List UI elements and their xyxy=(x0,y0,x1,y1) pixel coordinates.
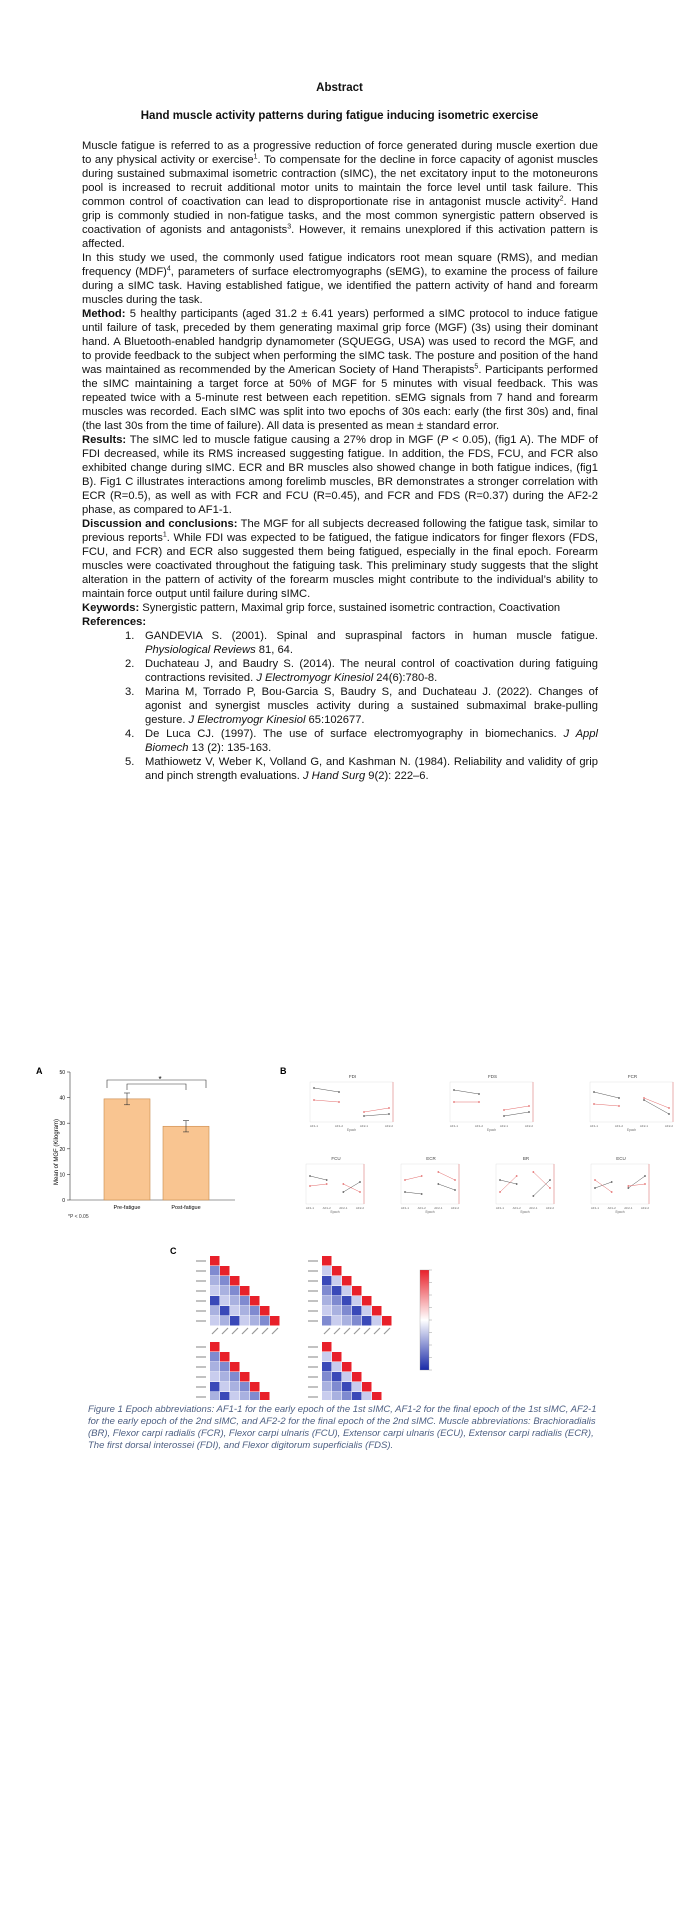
heatmap-cell xyxy=(382,1316,392,1326)
correlation-heatmap xyxy=(196,1342,280,1400)
epoch-tick-label: AF1-1 xyxy=(495,1206,505,1210)
heatmap-cell xyxy=(240,1372,250,1382)
rms-line-point xyxy=(503,1115,505,1117)
line-panel-br xyxy=(496,1156,555,1214)
epoch-tick-label: AF2-2 xyxy=(545,1206,555,1210)
rms-line-point xyxy=(668,1113,670,1115)
rms-line xyxy=(533,1180,550,1196)
heatmap-cell xyxy=(230,1286,240,1296)
rms-line-point xyxy=(611,1181,613,1183)
heatmap-cell xyxy=(332,1316,342,1326)
epoch-tick-label: AF2-1 xyxy=(499,1124,509,1128)
mdf-line-point xyxy=(532,1171,534,1173)
rms-line xyxy=(628,1176,645,1188)
plot-frame xyxy=(310,1082,393,1122)
heatmap-cell xyxy=(230,1316,240,1326)
rms-line-point xyxy=(453,1089,455,1091)
epoch-tick-label: AF1-2 xyxy=(614,1124,624,1128)
mdf-line-point xyxy=(338,1101,340,1103)
rms-line xyxy=(644,1100,669,1114)
heatmap-cell xyxy=(322,1382,332,1392)
heatmap-cell xyxy=(250,1296,260,1306)
rms-line-point xyxy=(437,1183,439,1185)
col-label-mark xyxy=(334,1328,340,1334)
mdf-line xyxy=(533,1172,550,1188)
heatmap-cell xyxy=(332,1276,342,1286)
panel-b-line-grid xyxy=(306,1074,674,1214)
epoch-tick-label: AF2-2 xyxy=(355,1206,365,1210)
correlation-heatmap xyxy=(196,1256,280,1334)
mdf-line-point xyxy=(528,1105,530,1107)
rms-line-point xyxy=(342,1191,344,1193)
mdf-line-point xyxy=(404,1179,406,1181)
panel-title: FDS xyxy=(488,1074,497,1079)
plot-frame xyxy=(496,1164,554,1204)
mdf-line-point xyxy=(313,1099,315,1101)
heatmap-cell xyxy=(230,1306,240,1316)
heatmap-cell xyxy=(332,1306,342,1316)
heatmap-cell xyxy=(342,1362,352,1372)
mdf-line xyxy=(438,1172,455,1180)
epoch-tick-label: AF1-2 xyxy=(322,1206,331,1210)
plot-frame xyxy=(590,1082,673,1122)
epoch-tick-label: AF1-2 xyxy=(334,1124,344,1128)
mdf-line-point xyxy=(499,1191,501,1193)
heatmap-cell xyxy=(352,1306,362,1316)
reference-item: 4. De Luca CJ. (1997). The use of surface electromyography in biomechanics. J Appl Biomech 13 (2): 135-163. xyxy=(125,728,598,754)
epoch-tick-label: AF1-2 xyxy=(607,1206,616,1210)
mdf-line-point xyxy=(437,1171,439,1173)
heatmap-cell xyxy=(372,1306,382,1316)
epoch-tick-label: AF1-1 xyxy=(590,1206,600,1210)
reference-item: 3. Marina M, Torrado P, Bou-Garcia S, Baudry S, and Duchateau J. (2022). Changes of agonist and synergist muscles activity during a sustained submaximal brake-pulling gesture. J Electromyogr Kinesiol 65:102677. xyxy=(125,686,598,726)
mdf-line-point xyxy=(593,1103,595,1105)
heatmap-cell xyxy=(342,1382,352,1392)
col-label-mark xyxy=(324,1328,330,1334)
rms-line xyxy=(364,1114,389,1116)
heatmap-cell xyxy=(322,1342,332,1352)
mdf-line-point xyxy=(516,1175,518,1177)
heatmap-cell xyxy=(352,1296,362,1306)
heatmap-cell xyxy=(220,1392,230,1400)
rms-line-point xyxy=(338,1091,340,1093)
heatmap-cell xyxy=(332,1392,342,1400)
col-label-mark xyxy=(374,1328,380,1334)
paper-title: Hand muscle activity patterns during fatigue inducing isometric exercise xyxy=(140,110,539,122)
y-tick-label: 40 xyxy=(59,1095,65,1102)
heatmap-cell xyxy=(250,1392,260,1400)
reference-item: 5. Mathiowetz V, Weber K, Volland G, and Kashman N. (1984). Reliability and validity of grip and pinch strength evaluations. J Hand Surg 9(2): 222–6. xyxy=(125,756,598,782)
rms-line xyxy=(500,1180,517,1184)
mdf-line xyxy=(343,1184,360,1192)
correlation-heatmap xyxy=(308,1256,392,1334)
heatmap-cell xyxy=(220,1296,230,1306)
heatmap-cell xyxy=(342,1276,352,1286)
heatmap-cell xyxy=(270,1316,280,1326)
rms-line-point xyxy=(516,1183,518,1185)
category-label: Post-fatigue xyxy=(171,1205,201,1211)
heatmap-cell xyxy=(322,1256,332,1266)
rms-line-point xyxy=(478,1093,480,1095)
rms-line xyxy=(310,1176,327,1180)
line-panel-fdi xyxy=(310,1074,394,1132)
figure-caption: Figure 1 Epoch abbreviations: AF1-1 for the early epoch of the 1st sIMC, AF1-2 for the final epoch of the 1st sIMC, AF2-1 for the early epoch of the 2nd sIMC, and AF2-2 for the final epoch of the 2nd sIMC. Muscle abbreviations: Brachioradialis (BR), Flexor carpi radialis (FCR), Flexor carpi ulnaris (FCU), Extensor carpi ulnaris (ECU), Extensor carpi radialis (ECR), The first dorsal interossei (FDI), and Flexor digitorum superficialis (FDS). xyxy=(88,1404,597,1451)
mdf-line-point xyxy=(644,1183,646,1185)
heatmap-cell xyxy=(352,1316,362,1326)
heatmap-cell xyxy=(240,1316,250,1326)
mdf-line-point xyxy=(618,1105,620,1107)
rms-line-point xyxy=(499,1179,501,1181)
heatmap-cell xyxy=(210,1256,220,1266)
mdf-line xyxy=(405,1176,422,1180)
rms-line-point xyxy=(363,1115,365,1117)
heatmap-cell xyxy=(210,1372,220,1382)
mdf-line xyxy=(644,1098,669,1108)
heatmap-cell xyxy=(362,1392,372,1400)
rms-line-point xyxy=(627,1187,629,1189)
mdf-line-point xyxy=(668,1107,670,1109)
mdf-line xyxy=(595,1180,612,1192)
heatmap-cell xyxy=(210,1286,220,1296)
col-label-mark xyxy=(242,1328,248,1334)
heatmap-cell xyxy=(210,1342,220,1352)
heatmap-cell xyxy=(372,1316,382,1326)
heatmap-cell xyxy=(220,1306,230,1316)
y-axis-label: Mean of MGF (Kilogram) xyxy=(54,1118,60,1186)
plot-frame xyxy=(306,1164,364,1204)
rms-line-point xyxy=(643,1099,645,1101)
heatmap-cell xyxy=(210,1296,220,1306)
heatmap-cell xyxy=(220,1362,230,1372)
results-paragraph: Results: The sIMC led to muscle fatigue causing a 27% drop in MGF (P < 0.05), (fig1 A). The MDF of FDI decreased, while its RMS increased suggesting fatigue. In addition, the FDS, FCU, and FCR also exhibited change during sIMC. ECR and BR muscles also showed change in both fatigue indices, (fig1 B). Fig1 C illustrates interactions among forelimb muscles, BR demonstrates a stronger correlation with ECR (R=0.5), as well as with FCR and FCU (R=0.45), and FCR and FDS (R=0.37) during the AF2-2 phase, as compared to AF1-1. xyxy=(82,434,598,516)
col-label-mark xyxy=(364,1328,370,1334)
line-panel-ecu xyxy=(591,1156,650,1214)
heatmap-cell xyxy=(322,1266,332,1276)
heatmap-cell xyxy=(250,1316,260,1326)
mdf-line xyxy=(314,1100,339,1102)
heatmap-cell xyxy=(220,1316,230,1326)
x-axis-label: Epoch xyxy=(486,1128,497,1132)
mgf-bar-chart xyxy=(54,1070,235,1220)
heatmap-cell xyxy=(372,1392,382,1400)
panel-title: BR xyxy=(522,1156,530,1161)
mdf-line xyxy=(628,1184,645,1186)
heatmap-cell xyxy=(250,1306,260,1316)
heatmap-cell xyxy=(240,1286,250,1296)
heatmap-cell xyxy=(342,1296,352,1306)
mdf-line xyxy=(594,1104,619,1106)
rms-line xyxy=(438,1184,455,1190)
mdf-line-point xyxy=(342,1183,344,1185)
panel-c-heatmaps xyxy=(196,1256,432,1400)
heatmap-cell xyxy=(332,1382,342,1392)
heatmap-cell xyxy=(352,1372,362,1382)
rms-line xyxy=(454,1090,479,1094)
rms-line-point xyxy=(454,1189,456,1191)
heatmap-cell xyxy=(322,1296,332,1306)
references-heading: References: xyxy=(82,616,147,628)
mdf-line-point xyxy=(453,1101,455,1103)
heatmap-cell xyxy=(230,1362,240,1372)
rms-line-point xyxy=(528,1111,530,1113)
epoch-tick-label: AF2-1 xyxy=(639,1124,649,1128)
y-tick-label: 30 xyxy=(59,1121,65,1128)
abstract-body xyxy=(82,139,598,783)
x-axis-label: Epoch xyxy=(626,1128,637,1132)
col-label-mark xyxy=(262,1328,268,1334)
rms-line-point xyxy=(549,1179,551,1181)
panel-b-label: B xyxy=(280,1066,287,1076)
colorbar xyxy=(420,1270,429,1370)
epoch-tick-label: AF1-2 xyxy=(474,1124,484,1128)
rms-line-point xyxy=(404,1191,406,1193)
keywords-paragraph: Keywords: Synergistic pattern, Maximal grip force, sustained isometric contraction, Coactivation xyxy=(82,602,561,614)
panel-title: FDI xyxy=(348,1074,357,1079)
heatmap-cell xyxy=(210,1392,220,1400)
rms-line-point xyxy=(326,1179,328,1181)
heatmap-cell xyxy=(332,1296,342,1306)
heatmap-cell xyxy=(322,1352,332,1362)
reference-item: 2. Duchateau J, and Baudry S. (2014). The neural control of coactivation during fatiguing contractions revisited. J Electromyogr Kinesiol 24(6):780-8. xyxy=(125,658,598,684)
col-label-mark xyxy=(212,1328,218,1334)
significance-star: * xyxy=(158,1075,162,1084)
heatmap-cell xyxy=(220,1266,230,1276)
mdf-line-point xyxy=(478,1101,480,1103)
panel-title: ECU xyxy=(616,1156,626,1161)
mdf-line-point xyxy=(363,1111,365,1113)
mdf-line-point xyxy=(359,1191,361,1193)
mdf-line-point xyxy=(454,1179,456,1181)
heatmap-cell xyxy=(342,1372,352,1382)
panel-c-label: C xyxy=(170,1246,177,1256)
heatmap-cell xyxy=(230,1382,240,1392)
heatmap-cell xyxy=(240,1392,250,1400)
heatmap-cell xyxy=(342,1316,352,1326)
heatmap-cell xyxy=(210,1276,220,1286)
rms-line-point xyxy=(644,1175,646,1177)
col-label-mark xyxy=(344,1328,350,1334)
x-axis-label: Epoch xyxy=(346,1128,357,1132)
heatmap-cell xyxy=(332,1286,342,1296)
mdf-line-point xyxy=(309,1185,311,1187)
reference-item: 1. GANDEVIA S. (2001). Spinal and supraspinal factors in human muscle fatigue. Physiological Reviews 81, 64. xyxy=(125,630,598,656)
col-label-mark xyxy=(272,1328,278,1334)
heatmap-cell xyxy=(322,1372,332,1382)
x-axis-label: Epoch xyxy=(520,1210,530,1214)
epoch-tick-label: AF2-1 xyxy=(434,1206,443,1210)
mdf-line xyxy=(364,1108,389,1112)
rms-line xyxy=(314,1088,339,1092)
mdf-line-point xyxy=(421,1175,423,1177)
heatmap-cell xyxy=(220,1372,230,1382)
bar xyxy=(163,1126,209,1200)
y-tick-label: 50 xyxy=(59,1070,65,1076)
figure-1 xyxy=(0,1060,679,1400)
heatmap-cell xyxy=(322,1362,332,1372)
x-axis-label: Epoch xyxy=(425,1210,435,1214)
heatmap-cell xyxy=(322,1286,332,1296)
heatmap-cell xyxy=(260,1306,270,1316)
epoch-tick-label: AF1-2 xyxy=(512,1206,521,1210)
epoch-tick-label: AF2-2 xyxy=(664,1124,674,1128)
rms-line xyxy=(595,1182,612,1188)
rms-line-point xyxy=(309,1175,311,1177)
heatmap-cell xyxy=(210,1306,220,1316)
rms-line-point xyxy=(594,1187,596,1189)
epoch-tick-label: AF2-1 xyxy=(359,1124,369,1128)
significance-bracket xyxy=(127,1084,186,1090)
col-label-mark xyxy=(252,1328,258,1334)
heatmap-cell xyxy=(230,1276,240,1286)
epoch-tick-label: AF2-1 xyxy=(339,1206,348,1210)
line-panel-fds xyxy=(450,1074,534,1132)
mdf-line-point xyxy=(549,1187,551,1189)
rms-line xyxy=(504,1112,529,1116)
heatmap-cell xyxy=(332,1352,342,1362)
y-tick-label: 20 xyxy=(59,1146,65,1153)
heatmap-cell xyxy=(332,1362,342,1372)
heatmap-cell xyxy=(322,1392,332,1400)
mdf-line xyxy=(504,1106,529,1110)
rms-line xyxy=(405,1192,422,1194)
mdf-line-point xyxy=(388,1107,390,1109)
heatmap-cell xyxy=(240,1382,250,1392)
line-panel-ecr xyxy=(401,1156,460,1214)
rms-line-point xyxy=(359,1181,361,1183)
heatmap-cell xyxy=(362,1296,372,1306)
abstract-heading: Abstract xyxy=(316,82,363,94)
epoch-tick-label: AF1-1 xyxy=(589,1124,599,1128)
heatmap-cell xyxy=(362,1382,372,1392)
rms-line-point xyxy=(532,1195,534,1197)
panel-title: FCR xyxy=(627,1074,638,1079)
heatmap-cell xyxy=(352,1382,362,1392)
heatmap-cell xyxy=(260,1392,270,1400)
rms-line-point xyxy=(313,1087,315,1089)
heatmap-cell xyxy=(220,1276,230,1286)
heatmap-cell xyxy=(210,1266,220,1276)
heatmap-cell xyxy=(352,1286,362,1296)
line-panel-fcr xyxy=(590,1074,674,1132)
x-axis-label: Epoch xyxy=(615,1210,625,1214)
y-tick-label: 10 xyxy=(59,1172,65,1179)
heatmap-cell xyxy=(220,1286,230,1296)
epoch-tick-label: AF2-2 xyxy=(384,1124,394,1128)
col-label-mark xyxy=(232,1328,238,1334)
mdf-line-point xyxy=(503,1109,505,1111)
heatmap-cell xyxy=(322,1306,332,1316)
epoch-tick-label: AF2-1 xyxy=(624,1206,633,1210)
mdf-line-point xyxy=(326,1183,328,1185)
epoch-tick-label: AF1-1 xyxy=(449,1124,459,1128)
col-label-mark xyxy=(354,1328,360,1334)
intro-paragraph: Muscle fatigue is referred to as a progressive reduction of force generated during muscle exertion due to any physical activity or exercise$^1$. To compensate for the decline in force capacity of agonist muscles during sustained submaximal isometric contraction (sIMC), the net excitatory input to the motoneurons pool is increased to recruit additional motor units to maintain the force level until task failure. This common control of coactivation can lead to disproportionate rise in antagonist muscle activity$^2$. Hand grip is commonly studied in non-fatigue tasks, and the most common synergistic pattern observed is coactivation of agonists and antagonists$^3$. However, it remains unexplored if this activation pattern is affected. xyxy=(82,140,598,250)
col-label-mark xyxy=(222,1328,228,1334)
heatmap-cell xyxy=(342,1392,352,1400)
reference-list xyxy=(82,629,598,783)
heatmap-cell xyxy=(230,1296,240,1306)
heatmap-cell xyxy=(230,1372,240,1382)
aim-paragraph: In this study we used, the commonly used fatigue indicators root mean square (RMS), and median frequency (MDF)$^4$, parameters of surface electromyographs (sEMG), to examine the process of failure during a sIMC task. Having established fatigue, we identified the pattern activity of hand and forearm muscles during the task. xyxy=(82,252,598,306)
heatmap-cell xyxy=(362,1316,372,1326)
mdf-line xyxy=(310,1184,327,1186)
epoch-tick-label: AF1-1 xyxy=(309,1124,319,1128)
heatmap-cell xyxy=(240,1306,250,1316)
heatmap-cell xyxy=(332,1266,342,1276)
epoch-tick-label: AF2-2 xyxy=(450,1206,460,1210)
heatmap-cell xyxy=(332,1372,342,1382)
epoch-tick-label: AF2-1 xyxy=(529,1206,538,1210)
epoch-tick-label: AF2-2 xyxy=(640,1206,650,1210)
mdf-line-point xyxy=(643,1097,645,1099)
heatmap-cell xyxy=(240,1296,250,1306)
heatmap-cell xyxy=(210,1352,220,1362)
y-tick-label: 0 xyxy=(62,1198,65,1204)
rms-line xyxy=(594,1092,619,1098)
heatmap-cell xyxy=(220,1382,230,1392)
line-panel-fcu xyxy=(306,1156,365,1214)
heatmap-cell xyxy=(342,1286,352,1296)
heatmap-cell xyxy=(210,1362,220,1372)
rms-line xyxy=(343,1182,360,1192)
rms-line-point xyxy=(388,1113,390,1115)
x-axis-label: Epoch xyxy=(330,1210,340,1214)
heatmap-cell xyxy=(322,1276,332,1286)
epoch-tick-label: AF1-1 xyxy=(305,1206,315,1210)
rms-line-point xyxy=(593,1091,595,1093)
rms-line-point xyxy=(421,1193,423,1195)
heatmap-cell xyxy=(362,1306,372,1316)
plot-frame xyxy=(401,1164,459,1204)
category-label: Pre-fatigue xyxy=(113,1205,141,1211)
panel-title: ECR xyxy=(426,1156,436,1161)
heatmap-cell xyxy=(322,1316,332,1326)
rms-line-point xyxy=(618,1097,620,1099)
heatmap-cell xyxy=(352,1392,362,1400)
mdf-line-point xyxy=(611,1191,613,1193)
plot-frame xyxy=(591,1164,649,1204)
heatmap-cell xyxy=(210,1382,220,1392)
heatmap-cell xyxy=(250,1382,260,1392)
bar xyxy=(104,1099,150,1200)
col-label-mark xyxy=(384,1328,390,1334)
panel-a-label: A xyxy=(36,1066,43,1076)
heatmap-cell xyxy=(260,1316,270,1326)
heatmap-cell xyxy=(220,1352,230,1362)
mdf-line-point xyxy=(594,1179,596,1181)
method-paragraph: Method: 5 healthy participants (aged 31.2 ± 6.41 years) performed a sIMC protocol to induce fatigue until failure of task, preceded by them generating maximal grip force (MGF) (3s) using their dominant hand. A Bluetooth-enabled handgrip dynamometer (SQUEGG, USA) was used to record the MGF, and to provide feedback to the subject when performing the sIMC task. The posture and position of the hand was maintained as recommended by the American Society of Hand Therapists$^5$. Participants performed the sIMC maintaining a target force at 50% of MGF for 5 minutes with visual feedback. This was repeated twice with a 5-minute rest between each repetition. sEMG signals from 7 hand and forearm muscles was recorded. Each sIMC was split into two epochs of 30s each: early (the first 30s) and, final (the last 30s from the time of failure). All data is presented as mean ± standard error. xyxy=(82,308,599,432)
epoch-tick-label: AF1-1 xyxy=(400,1206,410,1210)
correlation-heatmap xyxy=(308,1342,392,1400)
p-value-note: *P < 0.05 xyxy=(68,1214,89,1220)
discussion-paragraph: Discussion and conclusions: The MGF for all subjects decreased following the fatigue task, similar to previous reports$^1$. While FDI was expected to be fatigued, the fatigue indicators for finger flexors (FDS, FCU, and FCR) and ECR also suggested them being fatigued, especially in the final epoch. Forearm muscles were coactivated throughout the fatiguing task. This preliminary study suggests that the slight alteration in the pattern of activity of the forearm muscles might contribute to the individual’s ability to maintain force output until failure during sIMC. xyxy=(82,518,598,600)
epoch-tick-label: AF1-2 xyxy=(417,1206,426,1210)
heatmap-cell xyxy=(342,1306,352,1316)
panel-title: FCU xyxy=(331,1156,341,1161)
mdf-line-point xyxy=(627,1185,629,1187)
mdf-line xyxy=(500,1176,517,1192)
heatmap-cell xyxy=(210,1316,220,1326)
epoch-tick-label: AF2-2 xyxy=(524,1124,534,1128)
heatmap-cell xyxy=(230,1392,240,1400)
